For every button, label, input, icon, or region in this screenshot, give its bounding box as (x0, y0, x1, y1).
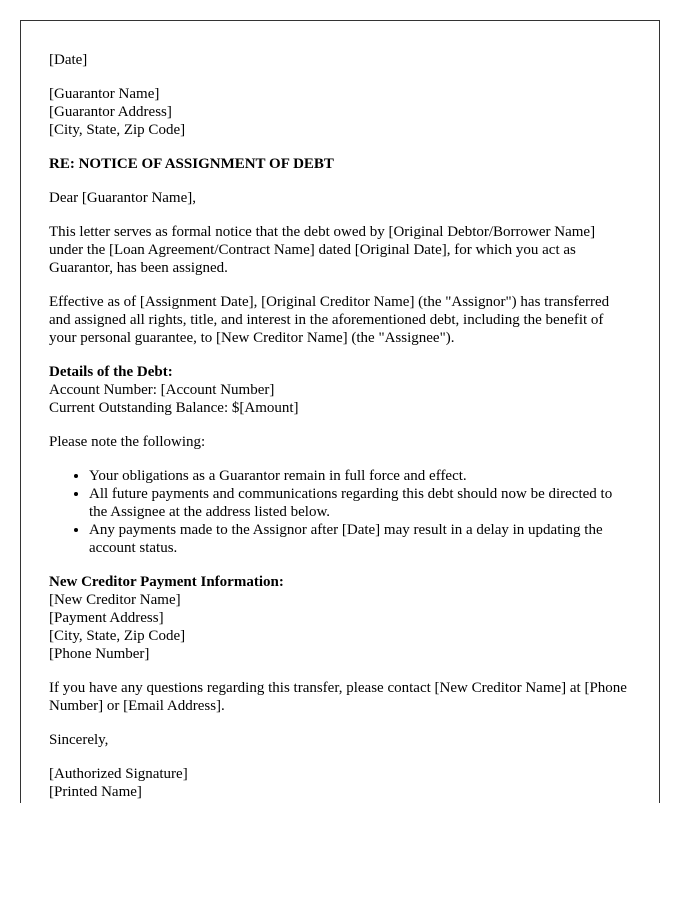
recipient-address (49, 85, 630, 139)
letter-page (20, 20, 660, 803)
letter-date: [Date] (49, 52, 88, 68)
list-item: • Any payments made to the Assignor after [Date] may result in a delay in updating the account status. (89, 521, 630, 557)
list-item: • Your obligations as a Guarantor remain in full force and effect. (89, 467, 630, 485)
subject-line: RE: NOTICE OF ASSIGNMENT OF DEBT (49, 156, 334, 172)
paragraph-notice: This letter serves as formal notice that the debt owed by [Original Debtor/Borrower Name] under the [Loan Agreement/Contract Name] dated [Original Date], for which you act as Guarantor, has been assigned. (49, 224, 596, 276)
printed-name: [Printed Name] (49, 784, 142, 800)
salutation: Dear [Guarantor Name], (49, 190, 197, 206)
recipient-name: [Guarantor Name] (49, 86, 160, 102)
payment-info-heading: New Creditor Payment Information: (49, 574, 284, 590)
outstanding-balance: Current Outstanding Balance: $[Amount] (49, 400, 299, 416)
notes-list (49, 467, 630, 557)
recipient-city: [City, State, Zip Code] (49, 122, 186, 138)
payment-phone: [Phone Number] (49, 646, 150, 662)
payment-address: [Payment Address] (49, 610, 164, 626)
debt-details (49, 363, 630, 417)
payment-city: [City, State, Zip Code] (49, 628, 186, 644)
note-intro: Please note the following: (49, 434, 206, 450)
payment-information (49, 573, 630, 663)
paragraph-assignment: Effective as of [Assignment Date], [Original Creditor Name] (the "Assignor") has transferred and assigned all rights, title, and interest in the aforementioned debt, including the benefit of your personal guarantee, to [New Creditor Name] (the "Assignee"). (49, 294, 610, 346)
signature-block (49, 765, 630, 801)
debt-details-heading: Details of the Debt: (49, 364, 173, 380)
creditor-name: [New Creditor Name] (49, 592, 181, 608)
closing: Sincerely, (49, 732, 109, 748)
authorized-signature: [Authorized Signature] (49, 766, 188, 782)
account-number: Account Number: [Account Number] (49, 382, 275, 398)
recipient-street: [Guarantor Address] (49, 104, 172, 120)
list-item: • All future payments and communications regarding this debt should now be directed to the Assignee at the address listed below. (89, 485, 630, 521)
contact-paragraph: If you have any questions regarding this transfer, please contact [New Creditor Name] at [Phone Number] or [Email Address]. (49, 680, 627, 714)
